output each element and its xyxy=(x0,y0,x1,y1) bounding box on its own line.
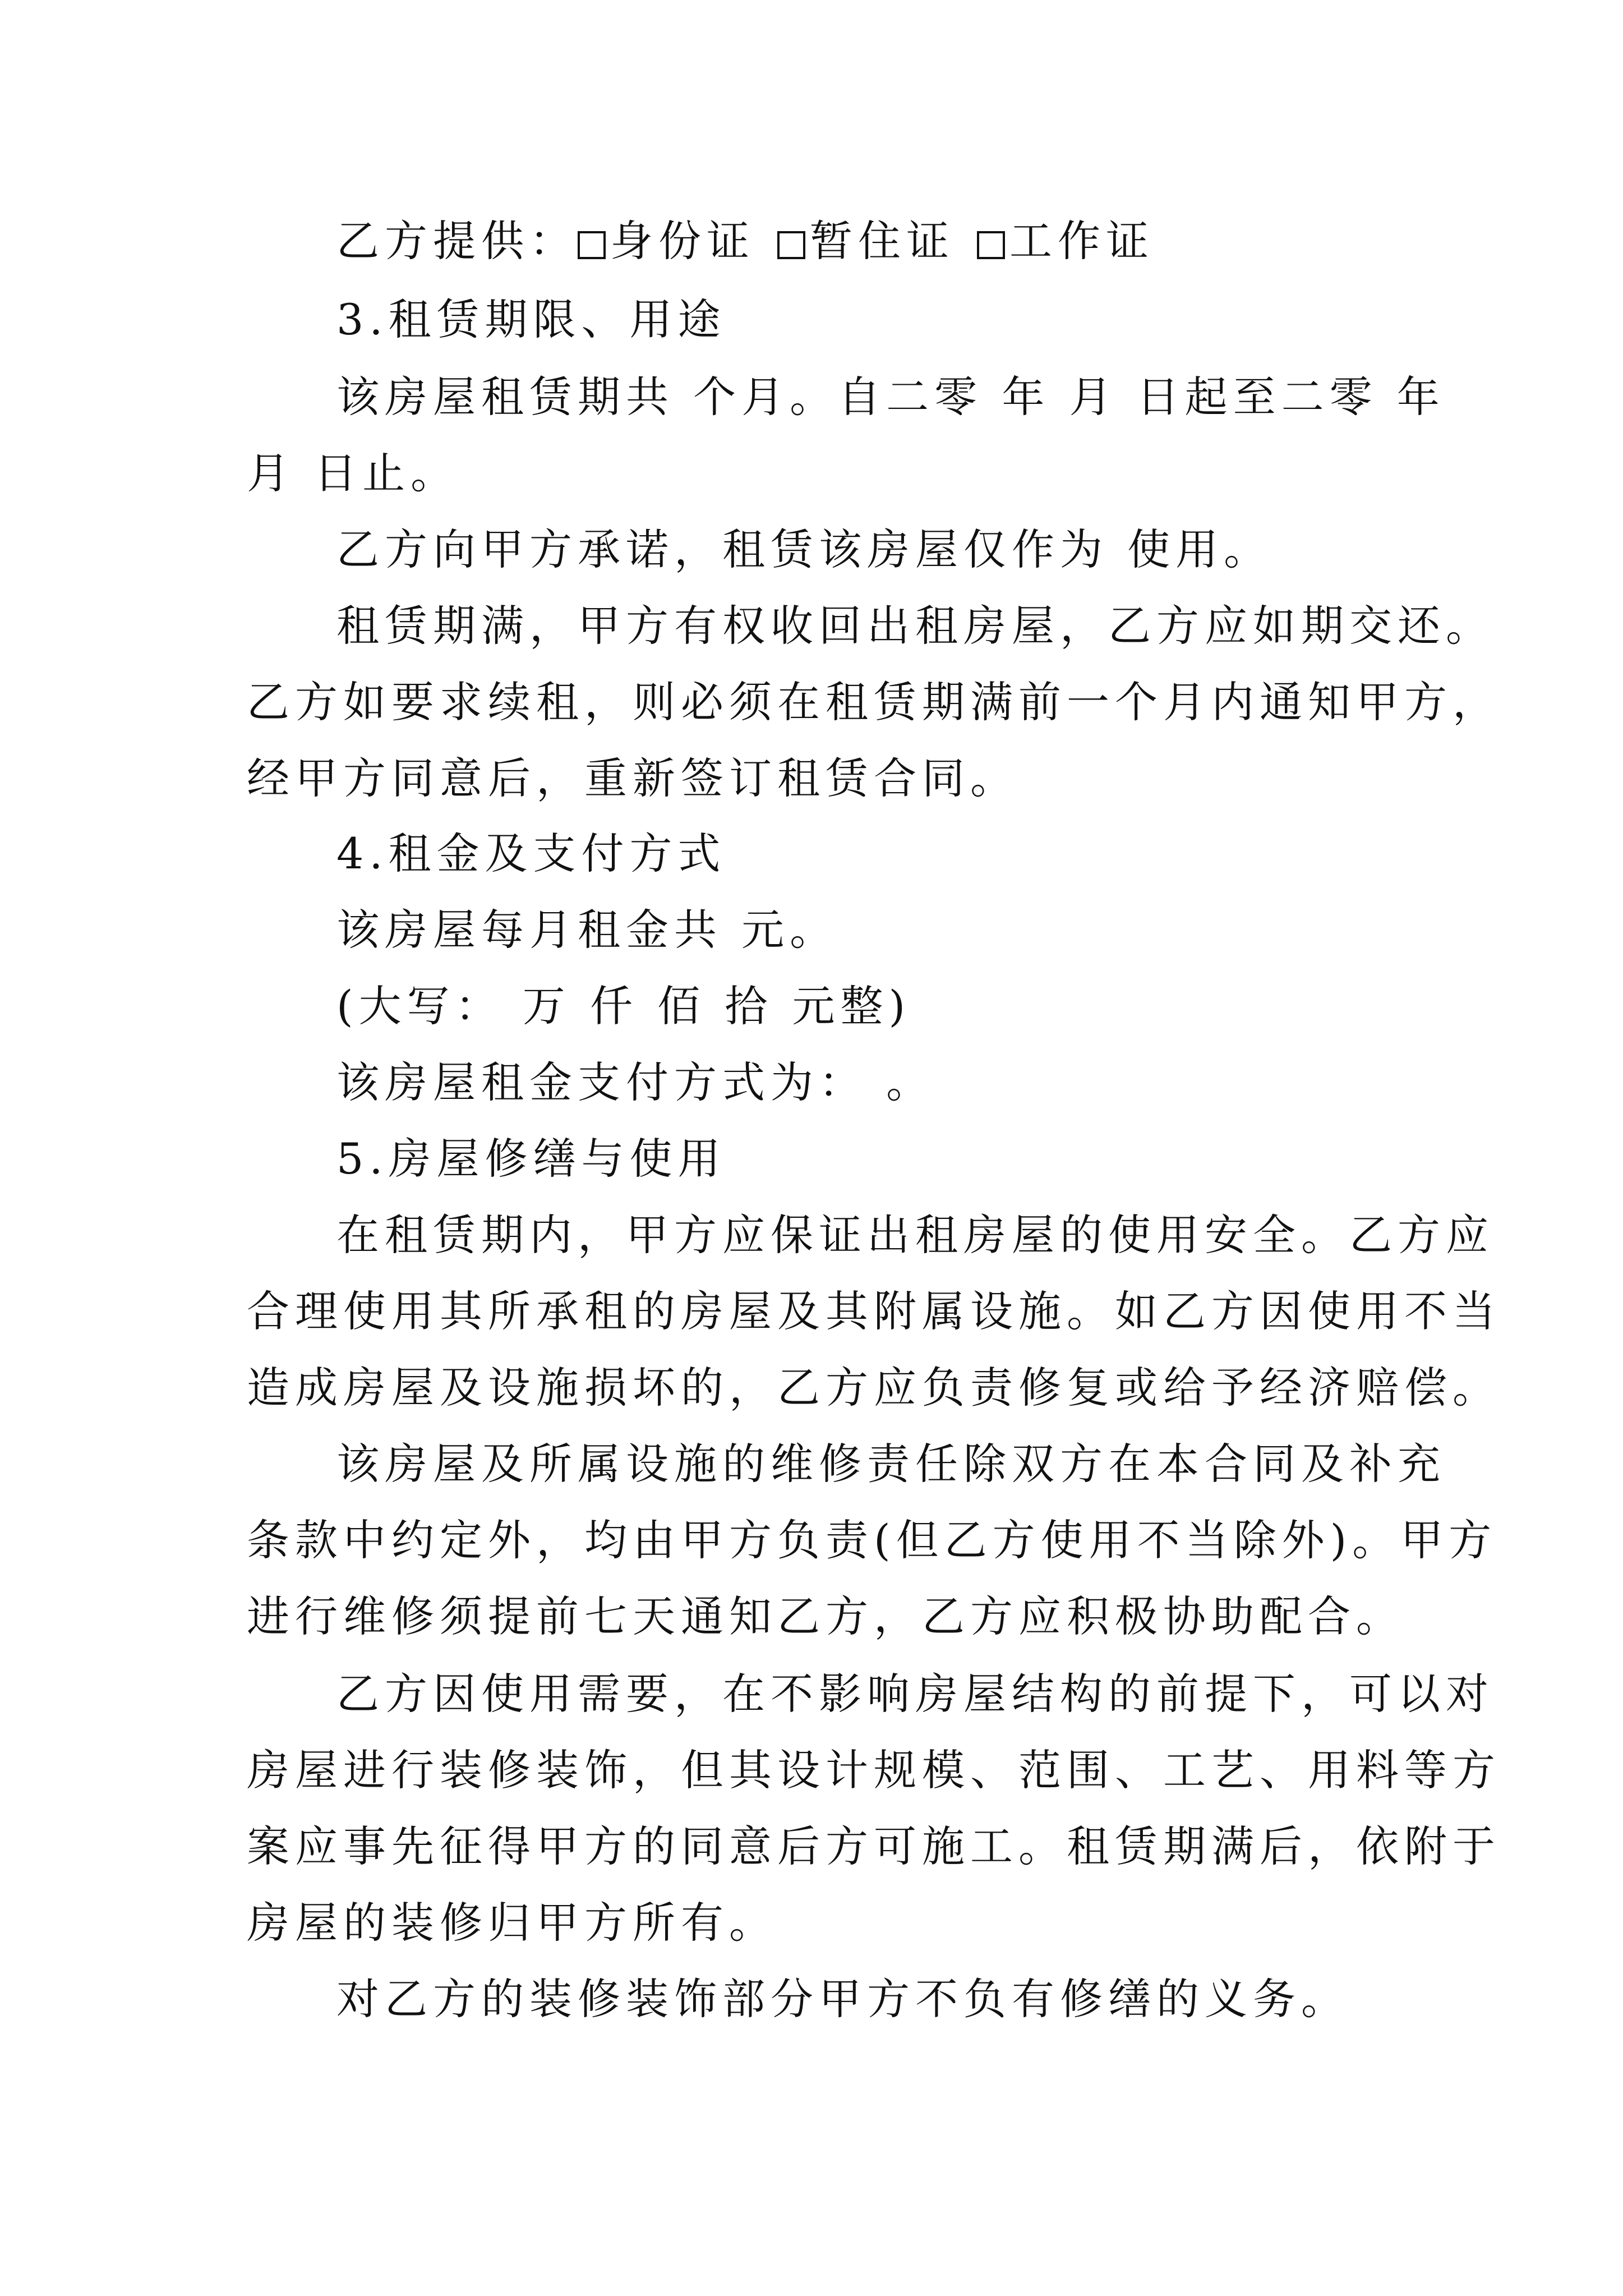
option-id-card[interactable]: 身份证 xyxy=(578,216,755,266)
paragraph-line: 对乙方的装修装饰部分甲方不负有修缮的义务。 xyxy=(336,1974,1349,2024)
checkbox-icon[interactable] xyxy=(777,231,805,259)
paragraph-line: 该房屋每月租金共 元。 xyxy=(336,905,838,955)
paragraph-line: 该房屋租金支付方式为： 。 xyxy=(336,1057,935,1107)
provide-label: 乙方提供： xyxy=(336,216,578,266)
checkbox-icon[interactable] xyxy=(578,231,606,259)
paragraph-line: 在租赁期内，甲方应保证出租房屋的使用安全。乙方应 xyxy=(336,1210,1494,1260)
paragraph-line: 造成房屋及设施损坏的，乙方应负责修复或给予经济赔偿。 xyxy=(247,1363,1501,1412)
option-temp-residence[interactable]: 暂住证 xyxy=(777,216,955,266)
section-4-heading: 4.租金及支付方式 xyxy=(336,829,726,878)
section-5-heading: 5.房屋修缮与使用 xyxy=(336,1134,726,1184)
checkbox-icon[interactable] xyxy=(977,231,1005,259)
paragraph-line: 租赁期满，甲方有权收回出租房屋，乙方应如期交还。 xyxy=(336,601,1494,651)
paragraph-line: 房屋进行装修装饰，但其设计规模、范围、工艺、用料等方 xyxy=(247,1745,1501,1795)
paragraph-line: 房屋的装修归甲方所有。 xyxy=(247,1898,777,1948)
option-work-permit[interactable]: 工作证 xyxy=(977,216,1154,266)
paragraph-line: 乙方向甲方承诺，租赁该房屋仅作为 使用。 xyxy=(336,524,1272,574)
paragraph-line: 月 日止。 xyxy=(247,448,459,498)
paragraph-line: 该房屋租赁期共 个月。自二零 年 月 日起至二零 年 xyxy=(336,372,1445,422)
paragraph-line: 合理使用其所承租的房屋及其附属设施。如乙方因使用不当 xyxy=(247,1286,1501,1336)
paragraph-line: 乙方因使用需要，在不影响房屋结构的前提下，可以对 xyxy=(336,1669,1494,1719)
paragraph-line: 乙方如要求续租，则必须在租赁期满前一个月内通知甲方， xyxy=(247,677,1501,727)
paragraph-line: 案应事先征得甲方的同意后方可施工。租赁期满后，依附于 xyxy=(247,1821,1501,1871)
paragraph-line: 条款中约定外，均由甲方负责(但乙方使用不当除外)。甲方 xyxy=(247,1515,1497,1565)
section-3-heading: 3.租赁期限、用途 xyxy=(336,295,726,344)
paragraph-line: 经甲方同意后，重新签订租赁合同。 xyxy=(247,753,1018,803)
paragraph-line: 该房屋及所属设施的维修责任除双方在本合同及补充 xyxy=(336,1439,1446,1489)
provide-line xyxy=(336,208,1177,275)
paragraph-line: 进行维修须提前七天通知乙方，乙方应积极协助配合。 xyxy=(247,1591,1404,1641)
paragraph-line: (大写： 万 仟 佰 拾 元整) xyxy=(336,981,911,1031)
